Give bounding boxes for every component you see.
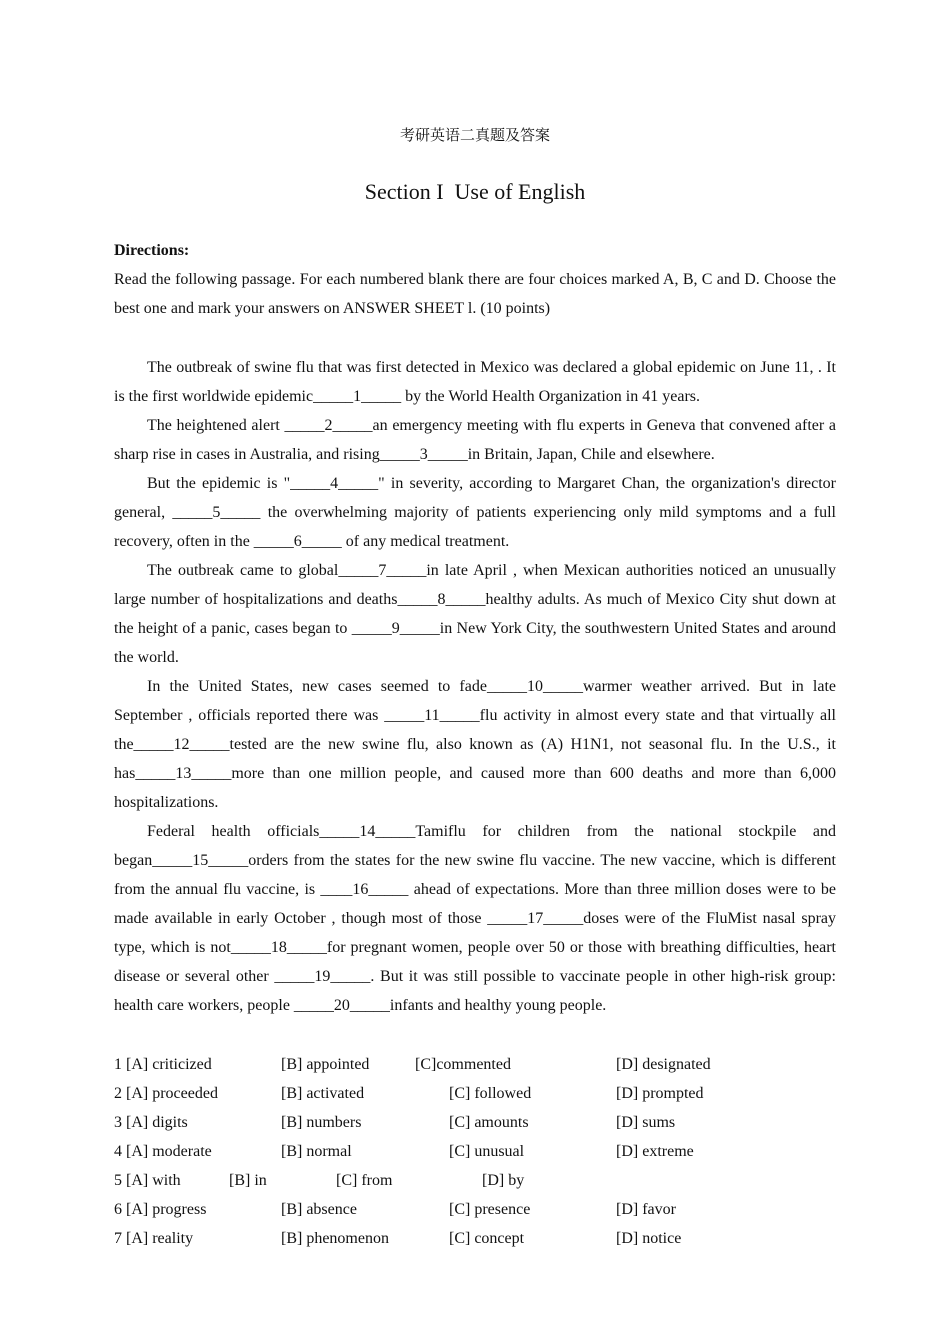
choice-option: [D] prompted (616, 1085, 704, 1102)
choice-option: [B] absence (281, 1201, 357, 1218)
choice-option: [B] phenomenon (281, 1230, 389, 1247)
choice-option: [C] presence (449, 1201, 531, 1218)
choice-option: [C] from (336, 1172, 393, 1189)
passage-paragraph: But the epidemic is "_____4_____" in severity, according to Margaret Chan, the organization's director general, _____5_____ the overwhelming majority of patients experiencing only mild symptoms and a full recovery, often in the _____6_____ of any medical treatment. (114, 475, 836, 550)
choice-option: 1 [A] criticized (114, 1056, 212, 1073)
passage (114, 353, 836, 1020)
choice-option: [D] notice (616, 1230, 682, 1247)
choice-option: 2 [A] proceeded (114, 1085, 218, 1102)
directions-block (114, 236, 836, 323)
choice-option: [C] followed (449, 1085, 532, 1102)
choice-option: [D] designated (616, 1056, 711, 1073)
choice-option: [B] activated (281, 1085, 365, 1102)
passage-paragraph: The outbreak came to global_____7_____in late April , when Mexican authorities noticed an unusually large number of hospitalizations and deaths_____8_____healthy adults. As much of Mexico City shut down at the height of a panic, cases began to _____9_____in New York City, the southwestern United States and around the world. (114, 562, 836, 666)
choice-option: [B] normal (281, 1143, 352, 1160)
choice-option: 6 [A] progress (114, 1201, 207, 1218)
passage-paragraph: The heightened alert _____2_____an emergency meeting with flu experts in Geneva that convened after a sharp rise in cases in Australia, and rising_____3_____in Britain, Japan, Chile and elsewhere. (114, 417, 836, 463)
choice-option: 4 [A] moderate (114, 1143, 212, 1160)
choice-option: [C] amounts (449, 1114, 529, 1131)
directions-label: Directions: (114, 242, 190, 259)
choice-option: [D] extreme (616, 1143, 694, 1160)
choice-option: 3 [A] digits (114, 1114, 188, 1131)
choice-option: [D] sums (616, 1114, 676, 1131)
passage-paragraph: In the United States, new cases seemed to fade_____10_____warmer weather arrived. But in late September , officials reported there was _____11_____flu activity in almost every state and that virtually all the_____12_____tested are the new swine flu, also known as (A) H1N1, not seasonal flu. In the U.S., it has_____13_____more than one million people, and caused more than 600 deaths and more than 6,000 hospitalizations. (114, 678, 836, 811)
choice-option: [C] unusual (449, 1143, 525, 1160)
choice-option: [C] concept (449, 1230, 525, 1247)
choice-option: [B] numbers (281, 1114, 362, 1131)
passage-paragraph: Federal health officials_____14_____Tamiflu for children from the national stockpile and began_____15_____orders from the states for the new swine flu vaccine. The new vaccine, which is different from the annual flu vaccine, is ____16_____ ahead of expectations. More than three million doses were to be made available in early October , though most of those _____17_____doses were of the FluMist nasal spray type, which is not_____18_____for pregnant women, people over 50 or those with breathing difficulties, heart disease or several other _____19_____. But it was still possible to vaccinate people in other high-risk group: health care workers, people _____20_____infants and healthy young people. (114, 823, 836, 1014)
choice-option: [B] appointed (281, 1056, 370, 1073)
choice-option: 7 [A] reality (114, 1230, 194, 1247)
document-title: 考研英语二真题及答案 (399, 126, 550, 144)
directions-text: Read the following passage. For each numbered blank there are four choices marked A, B, C and D. Choose the best one and mark your answers on ANSWER SHEET l. (10 points) (114, 271, 836, 317)
choice-option: [D] favor (616, 1201, 676, 1218)
choice-option: [B] in (229, 1172, 267, 1189)
choice-option: 5 [A] with (114, 1172, 181, 1189)
choice-option: [C]commented (415, 1056, 511, 1073)
section-title: Section I Use of English (364, 179, 586, 204)
passage-paragraph: The outbreak of swine flu that was first detected in Mexico was declared a global epidemic on June 11, . It is the first worldwide epidemic_____1_____ by the World Health Organization in 41 years. (114, 359, 836, 405)
choice-option: [D] by (482, 1172, 525, 1189)
